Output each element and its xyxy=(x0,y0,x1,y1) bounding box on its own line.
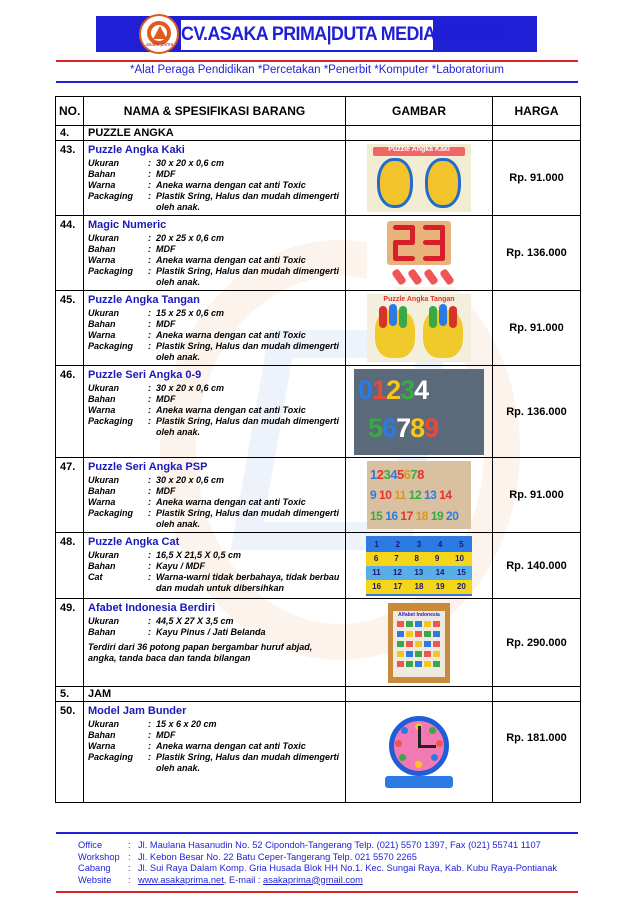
spec-value: MDF xyxy=(156,169,176,179)
digit-tile: 3 xyxy=(400,374,415,405)
model-jam-bunder-image xyxy=(379,712,459,792)
col-header-image: GAMBAR xyxy=(346,97,493,126)
number-tile: 12 xyxy=(393,567,402,577)
spec-key: Ukuran xyxy=(88,550,120,560)
digit-tile: 3 xyxy=(383,467,391,482)
item-spec-cell: Puzzle Seri Angka 0-9 Ukuran : 30 x 20 x 0,6 cm Bahan : MDF Warna : Aneka warna dengan cat anti Toxic Packaging : Plastik Sring, Halus dan mudah dimengerti oleh anak. xyxy=(84,366,346,458)
item-description: Terdiri dari 36 potong papan bergambar huruf abjad, angka, tanda baca dan tanda bilangan xyxy=(88,642,313,663)
item-price: Rp. 91.000 xyxy=(493,291,581,366)
item-title: Puzzle Angka Cat xyxy=(88,536,180,548)
table-row xyxy=(56,141,581,216)
image-caption: Puzzle Angka Tangan xyxy=(383,296,455,303)
number-tile: 3 xyxy=(416,539,422,549)
item-no: 48. xyxy=(56,533,84,599)
number-tile: 6 xyxy=(373,553,379,563)
spec-key: Ukuran xyxy=(88,616,120,626)
digit-tile: 16 xyxy=(385,509,398,523)
section-row xyxy=(56,687,581,702)
table-row xyxy=(56,458,581,533)
item-title: Puzzle Seri Angka 0-9 xyxy=(88,369,202,381)
digit-tile: 6 xyxy=(403,467,411,482)
digit-tile: 7 xyxy=(410,467,418,482)
item-no: 44. xyxy=(56,216,84,291)
spec-key: Packaging xyxy=(88,341,134,351)
digit-tile: 14 xyxy=(439,488,452,502)
spec-value: Plastik Sring, Halus dan mudah dimengerti oleh anak. xyxy=(156,508,340,529)
table-row xyxy=(56,702,581,803)
spec-key: Packaging xyxy=(88,752,134,762)
item-no: 43. xyxy=(56,141,84,216)
website-link[interactable]: www.asakaprima.net xyxy=(138,874,224,885)
spec-key: Bahan xyxy=(88,394,116,404)
spec-key: Ukuran xyxy=(88,308,120,318)
number-tile: 4 xyxy=(437,539,443,549)
section-row xyxy=(56,126,581,141)
digit-tile: 4 xyxy=(414,374,429,405)
number-tile: 9 xyxy=(434,553,440,563)
item-title: Magic Numeric xyxy=(88,219,167,231)
digit-tile: 4 xyxy=(390,467,397,482)
item-image-cell xyxy=(346,702,493,803)
digit-tile: 0 xyxy=(358,374,373,405)
item-no: 50. xyxy=(56,702,84,803)
digit-tile: 6 xyxy=(382,412,397,443)
spec-value: 30 x 20 x 0,6 cm xyxy=(156,383,225,393)
spec-key: Packaging xyxy=(88,508,134,518)
spec-value: 30 x 20 x 0,6 cm xyxy=(156,158,225,168)
item-no: 47. xyxy=(56,458,84,533)
item-spec-cell: Model Jam Bunder Ukuran : 15 x 6 x 20 cm Bahan : MDF Warna : Aneka warna dengan cat anti Toxic Packaging : Plastik Sring, Halus dan mudah dimengerti oleh anak. xyxy=(84,702,346,803)
puzzle-angka-kaki-image xyxy=(367,144,471,212)
spec-key: Warna xyxy=(88,330,116,340)
spec-value: Aneka warna dengan cat anti Toxic xyxy=(156,255,306,265)
spec-value: Plastik Sring, Halus dan mudah dimengerti oleh anak. xyxy=(156,191,340,212)
logo-subtitle: asaka prima xyxy=(146,42,174,48)
product-table xyxy=(55,96,581,803)
spec-key: Bahan xyxy=(88,319,116,329)
spec-value: Aneka warna dengan cat anti Toxic xyxy=(156,497,306,507)
digit-tile: 1 xyxy=(372,374,387,405)
item-title: Puzzle Seri Angka PSP xyxy=(88,461,208,473)
spec-value: MDF xyxy=(156,730,176,740)
digit-tile: 9 xyxy=(370,488,377,502)
section-blank xyxy=(346,687,493,702)
item-price: Rp. 181.000 xyxy=(493,702,581,803)
item-title: Puzzle Angka Kaki xyxy=(88,144,185,156)
magic-numeric-image xyxy=(367,219,471,287)
footer-label: Cabang xyxy=(78,863,111,873)
item-no: 49. xyxy=(56,599,84,687)
digit-tile: 11 xyxy=(394,488,406,502)
digit-tile: 18 xyxy=(415,509,428,523)
spec-value: Plastik Sring, Halus dan mudah dimengerti oleh anak. xyxy=(156,416,340,437)
table-row xyxy=(56,599,581,687)
spec-value: 30 x 20 x 0,6 cm xyxy=(156,475,225,485)
alfabet-board-image xyxy=(388,603,450,683)
spec-value: 15 x 6 x 20 cm xyxy=(156,719,217,729)
item-image-cell xyxy=(346,141,493,216)
item-no: 45. xyxy=(56,291,84,366)
digit-tile: 5 xyxy=(368,412,383,443)
section-title: PUZZLE ANGKA xyxy=(84,126,346,141)
spec-value: Aneka warna dengan cat anti Toxic xyxy=(156,741,306,751)
item-image-cell xyxy=(346,216,493,291)
number-tile: 2 xyxy=(395,539,400,549)
spec-key: Packaging xyxy=(88,416,134,426)
digit-tile: 10 xyxy=(379,488,392,502)
digit-tile: 12 xyxy=(408,488,422,502)
company-logo-icon xyxy=(139,14,179,54)
item-spec-cell: Magic Numeric Ukuran : 20 x 25 x 0,6 cm Bahan : MDF Warna : Aneka warna dengan cat anti Toxic Packaging : Plastik Sring, Halus dan mudah dimengerti oleh anak. xyxy=(84,216,346,291)
header-divider-red xyxy=(56,60,578,62)
item-spec-cell: Afabet Indonesia Berdiri Ukuran : 44,5 X 27 X 3,5 cm Bahan : Kayu Pinus / Jati Belanda Terdiri dari 36 potong papan bergambar huruf abjad, angka, tanda baca dan tanda bilangan xyxy=(84,599,346,687)
digit-tile: 15 xyxy=(370,509,383,523)
spec-value: MDF xyxy=(156,486,176,496)
spec-value: Aneka warna dengan cat anti Toxic xyxy=(156,405,306,415)
spec-key: Warna xyxy=(88,497,116,507)
spec-key: Packaging xyxy=(88,191,134,201)
spec-key: Ukuran xyxy=(88,158,120,168)
item-image-cell xyxy=(346,599,493,687)
section-blank xyxy=(493,687,581,702)
image-caption: Alfabet Indonesia xyxy=(398,611,440,618)
item-spec-cell: Puzzle Seri Angka PSP Ukuran : 30 x 20 x 0,6 cm Bahan : MDF Warna : Aneka warna dengan cat anti Toxic Packaging : Plastik Sring, Halus dan mudah dimengerti oleh anak. xyxy=(84,458,346,533)
digit-tile: 2 xyxy=(376,467,384,482)
spec-value: Kayu Pinus / Jati Belanda xyxy=(156,627,266,637)
spec-key: Cat xyxy=(88,572,103,582)
puzzle-seri-angka-0-9-image xyxy=(354,369,484,455)
item-spec-cell: Puzzle Angka Tangan Ukuran : 15 x 25 x 0,6 cm Bahan : MDF Warna : Aneka warna dengan cat anti Toxic Packaging : Plastik Sring, Halus dan mudah dimengerti oleh anak. xyxy=(84,291,346,366)
item-image-cell xyxy=(346,291,493,366)
footer-label: Office xyxy=(78,840,103,850)
item-spec-cell: Puzzle Angka Kaki Ukuran : 30 x 20 x 0,6 cm Bahan : MDF Warna : Aneka warna dengan cat anti Toxic Packaging : Plastik Sring, Halus dan mudah dimengerti oleh anak. xyxy=(84,141,346,216)
spec-key: Warna xyxy=(88,255,116,265)
table-row xyxy=(56,366,581,458)
digit-tile: 20 xyxy=(446,509,459,523)
spec-value: MDF xyxy=(156,244,176,254)
col-header-price: HARGA xyxy=(493,97,581,126)
item-image-cell xyxy=(346,533,493,599)
table-row xyxy=(56,533,581,599)
digit-tile: 19 xyxy=(430,509,444,523)
spec-key: Ukuran xyxy=(88,719,120,729)
spec-value: Plastik Sring, Halus dan mudah dimengerti oleh anak. xyxy=(156,266,340,287)
digit-tile: 9 xyxy=(424,412,439,443)
section-blank xyxy=(493,126,581,141)
spec-key: Bahan xyxy=(88,169,116,179)
spec-value: Aneka warna dengan cat anti Toxic xyxy=(156,180,306,190)
puzzle-seri-angka-psp-image xyxy=(367,461,471,529)
number-tile: 11 xyxy=(372,567,381,577)
spec-key: Ukuran xyxy=(88,233,120,243)
puzzle-angka-tangan-image xyxy=(367,294,471,362)
section-no: 5. xyxy=(56,687,84,702)
section-no: 4. xyxy=(56,126,84,141)
col-header-no: NO. xyxy=(56,97,84,126)
spec-key: Bahan xyxy=(88,486,116,496)
digit-tile: 17 xyxy=(400,509,413,523)
number-tile: 20 xyxy=(456,581,466,591)
item-price: Rp. 290.000 xyxy=(493,599,581,687)
number-tile: 1 xyxy=(374,539,379,549)
item-price: Rp. 136.000 xyxy=(493,366,581,458)
table-row xyxy=(56,216,581,291)
spec-value: Plastik Sring, Halus dan mudah dimengerti oleh anak. xyxy=(156,341,340,362)
number-tile: 14 xyxy=(435,567,445,577)
email-link[interactable]: asakaprima@gmail.com xyxy=(263,874,363,885)
footer-workshop: Jl. Kebon Besar No. 22 Batu Ceper-Tangerang Telp. 021 5570 2265 xyxy=(138,851,417,862)
spec-key: Ukuran xyxy=(88,475,120,485)
number-tile: 13 xyxy=(414,567,424,577)
footer-contacts: Office : Jl. Maulana Hasanudin No. 52 Cipondoh-Tangerang Telp. (021) 5570 1397, Fax (021) 55741 1107 Workshop : Jl. Kebon Besar No. 22 Batu Ceper-Tangerang Telp. 021 5570 2265 Cabang : Jl. Sui Raya Dalam Komp. Gria Husada Blok HH No.1. Kec. Sungai Raya, Kab. Kubu Raya-Pontianak Website : www.asakaprima.net , E-mail : asakaprima@gmail.com xyxy=(78,840,558,885)
section-title: JAM xyxy=(84,687,346,702)
footer-label: Website xyxy=(78,874,112,885)
digit-tile: 5 xyxy=(396,467,404,482)
spec-value: 15 x 25 x 0,6 cm xyxy=(156,308,225,318)
digit-tile: 2 xyxy=(386,374,401,405)
spec-value: Warna-warni tidak berbahaya, tidak berbau dan mudah untuk dibersihkan xyxy=(156,572,340,593)
email-label: , E-mail : xyxy=(223,874,264,885)
footer-office: Jl. Maulana Hasanudin No. 52 Cipondoh-Tangerang Telp. (021) 5570 1397, Fax (021) 55741 1107 xyxy=(138,840,541,850)
number-tile: 18 xyxy=(414,581,424,591)
number-tile: 15 xyxy=(456,567,466,577)
digit-tile: 7 xyxy=(396,412,411,443)
spec-key: Warna xyxy=(88,741,116,751)
number-tile: 10 xyxy=(455,553,465,563)
item-price: Rp. 91.000 xyxy=(493,141,581,216)
spec-key: Bahan xyxy=(88,730,116,740)
spec-value: 16,5 X 21,5 X 0,5 cm xyxy=(156,550,242,560)
spec-value: MDF xyxy=(156,319,176,329)
spec-key: Warna xyxy=(88,180,116,190)
spec-key: Bahan xyxy=(88,561,116,571)
spec-value: Kayu / MDF xyxy=(156,561,206,571)
digit-tile: 8 xyxy=(410,412,425,443)
spec-key: Ukuran xyxy=(88,383,120,393)
spec-key: Bahan xyxy=(88,627,116,637)
item-price: Rp. 140.000 xyxy=(493,533,581,599)
spec-value: MDF xyxy=(156,394,176,404)
number-tile: 8 xyxy=(414,553,419,563)
item-spec-cell: Puzzle Angka Cat Ukuran : 16,5 X 21,5 X 0,5 cm Bahan : Kayu / MDF Cat : Warna-warni tidak berbahaya, tidak berbau dan mudah untuk dibersihkan xyxy=(84,533,346,599)
item-price: Rp. 91.000 xyxy=(493,458,581,533)
digit-tile: 8 xyxy=(417,467,424,482)
spec-key: Packaging xyxy=(88,266,134,276)
spec-key: Bahan xyxy=(88,244,116,254)
digit-tile: 13 xyxy=(423,488,437,502)
footer-divider-blue xyxy=(56,832,578,834)
image-caption: Puzzle Angka Kaki xyxy=(388,146,450,153)
table-row xyxy=(56,291,581,366)
number-tile: 16 xyxy=(372,581,382,591)
number-tile: 7 xyxy=(394,553,399,563)
number-tile: 19 xyxy=(435,581,445,591)
item-image-cell xyxy=(346,366,493,458)
footer-cabang: Jl. Sui Raya Dalam Komp. Gria Husada Blok HH No.1. Kec. Sungai Raya, Kab. Kubu Raya-Pontianak xyxy=(138,863,558,873)
footer-label: Workshop xyxy=(78,851,120,862)
footer-divider-red xyxy=(56,891,578,893)
puzzle-angka-cat-image xyxy=(366,536,472,596)
item-title: Afabet Indonesia Berdiri xyxy=(88,602,216,614)
header-tagline: *Alat Peraga Pendidikan *Percetakan *Penerbit *Komputer *Laboratorium xyxy=(130,64,504,76)
item-price: Rp. 136.000 xyxy=(493,216,581,291)
number-tile: 5 xyxy=(459,539,464,549)
item-image-cell xyxy=(346,458,493,533)
digit-tile: 1 xyxy=(370,467,377,482)
item-title: Model Jam Bunder xyxy=(88,705,187,717)
header-divider-blue xyxy=(56,81,578,83)
col-header-name: NAMA & SPESIFIKASI BARANG xyxy=(84,97,346,126)
spec-value: Plastik Sring, Halus dan mudah dimengerti oleh anak. xyxy=(156,752,340,773)
spec-value: 44,5 X 27 X 3,5 cm xyxy=(156,616,234,626)
item-title: Puzzle Angka Tangan xyxy=(88,294,200,306)
spec-value: 20 x 25 x 0,6 cm xyxy=(156,233,225,243)
spec-key: Warna xyxy=(88,405,116,415)
company-name: CV.ASAKA PRIMA|DUTA MEDIA GROUP xyxy=(181,20,433,50)
number-tile: 17 xyxy=(393,581,403,591)
section-blank xyxy=(346,126,493,141)
spec-value: Aneka warna dengan cat anti Toxic xyxy=(156,330,306,340)
table-header-row xyxy=(56,97,581,126)
item-no: 46. xyxy=(56,366,84,458)
